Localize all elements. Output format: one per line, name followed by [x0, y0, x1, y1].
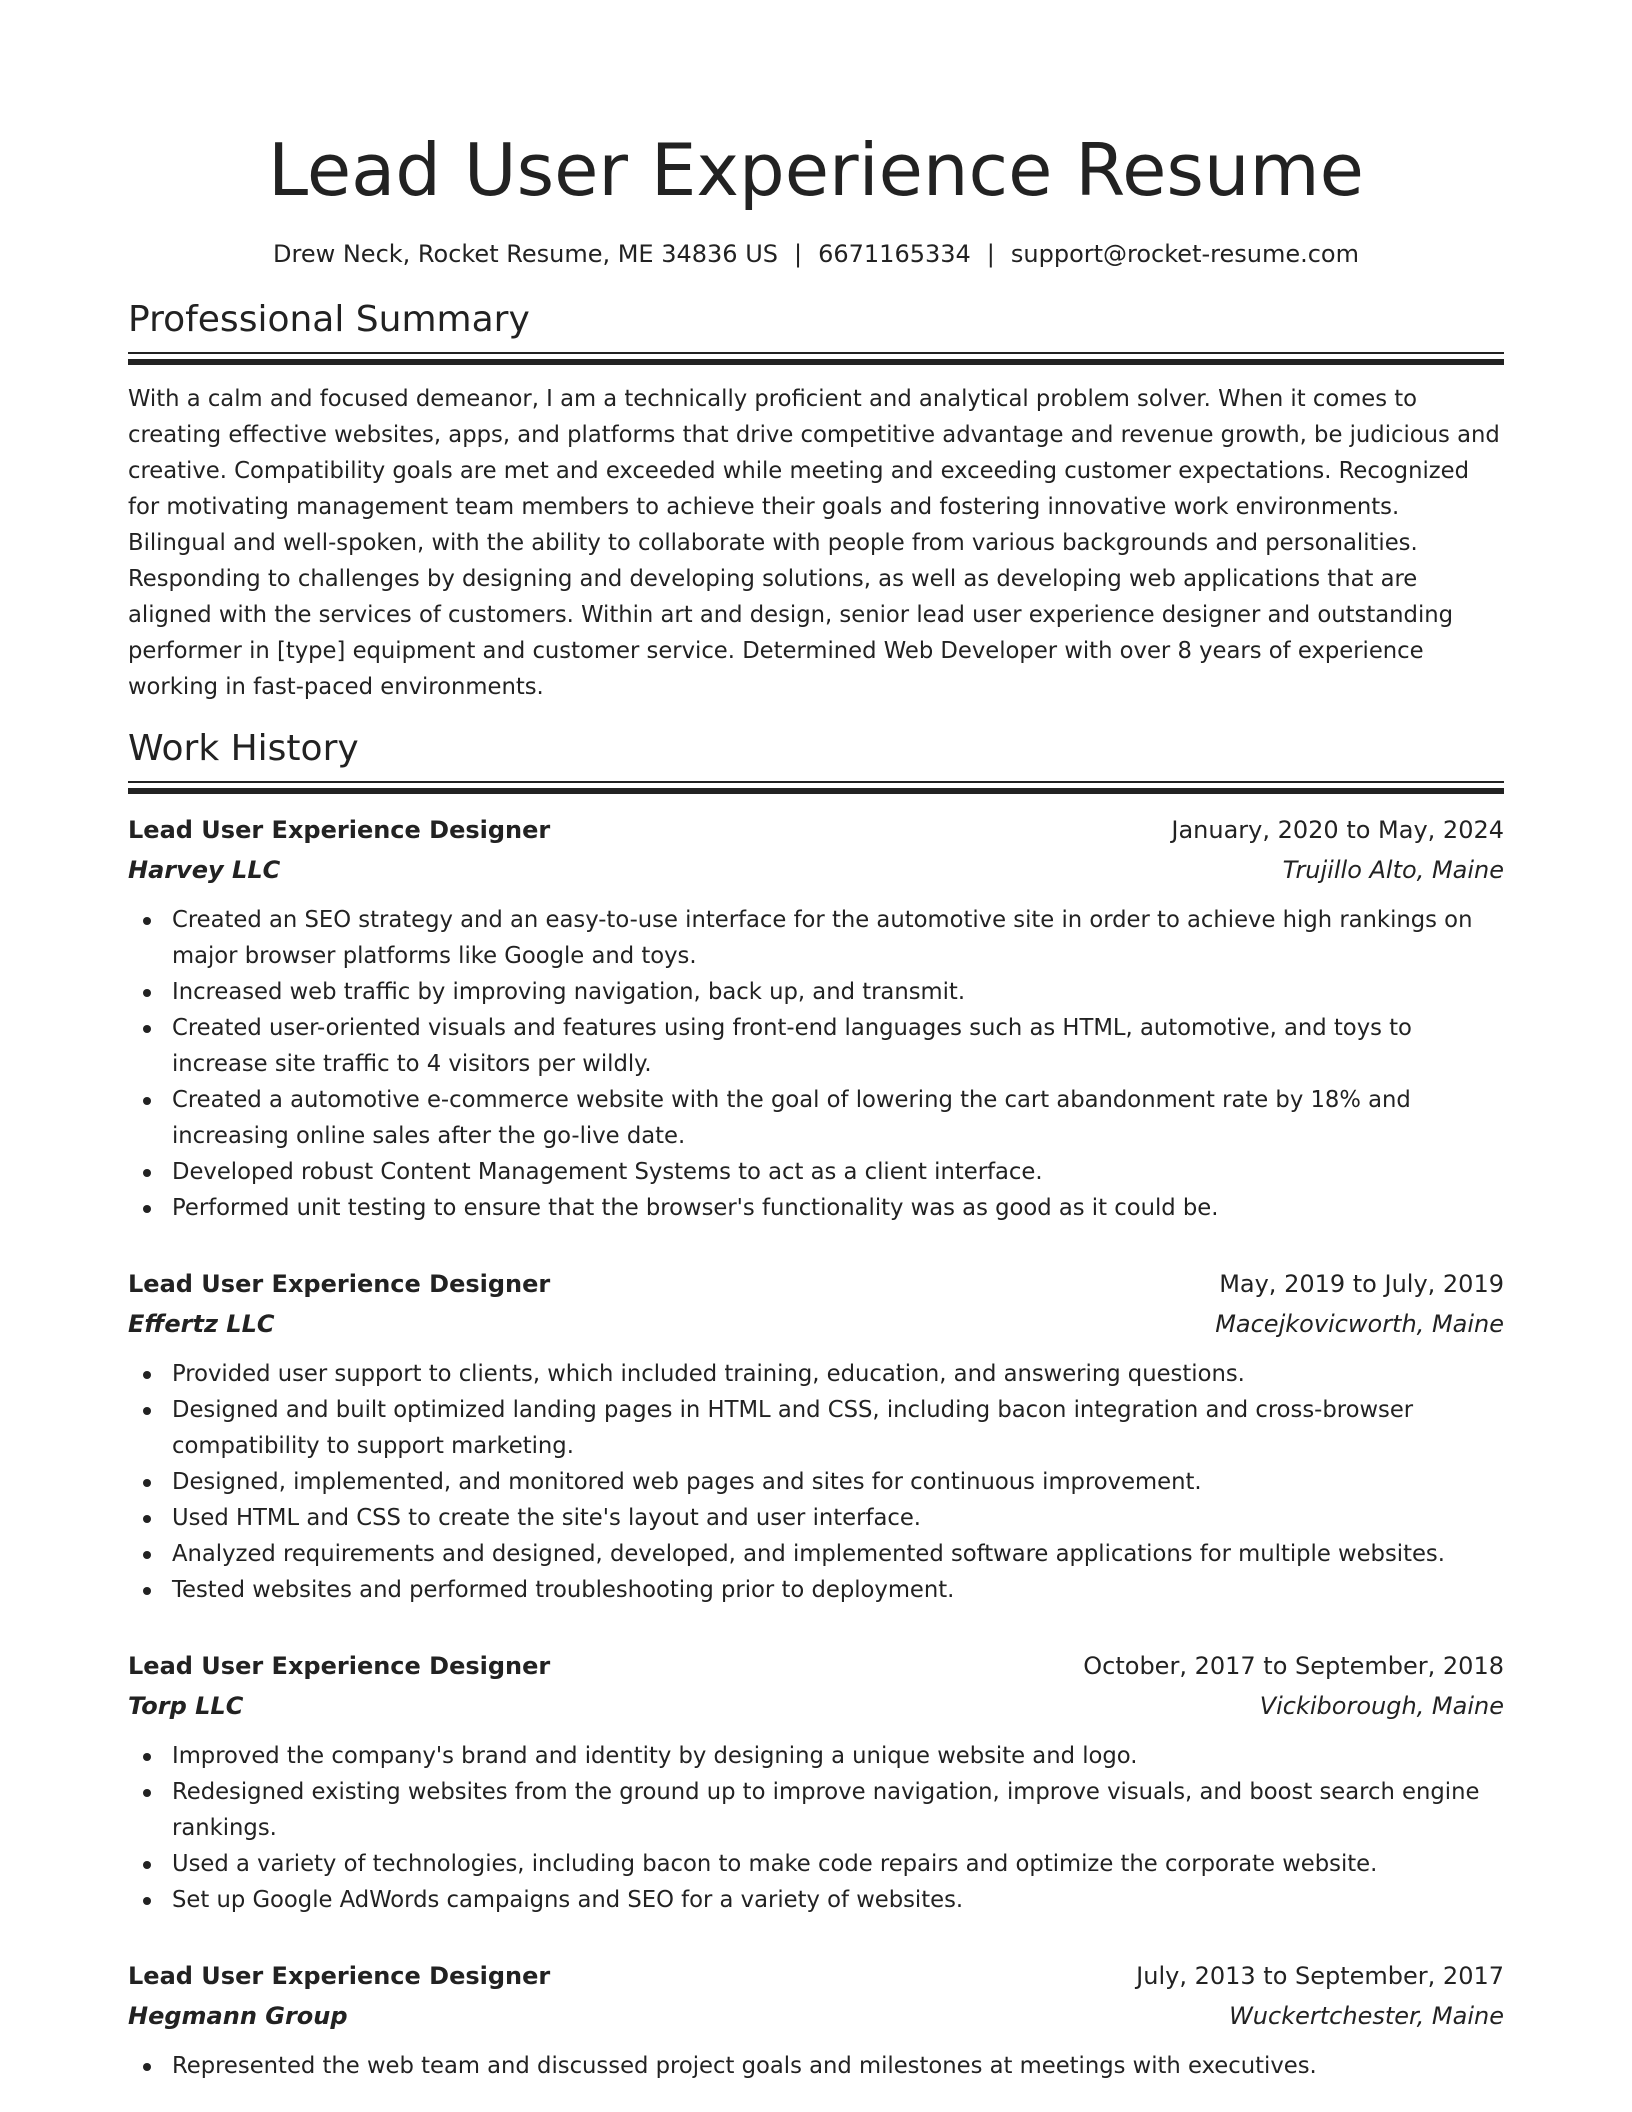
- section-heading-summary: Professional Summary: [128, 299, 530, 340]
- job-entry: [128, 810, 1504, 1226]
- job-bullet: Improved the company's brand and identity by designing a unique website and logo.: [172, 1738, 1504, 1774]
- section-divider: [128, 352, 1504, 365]
- job-dates: May, 2019 to July, 2019: [1219, 1270, 1504, 1298]
- job-company: Harvey LLC: [128, 856, 281, 884]
- job-bullet: Designed, implemented, and monitored web pages and sites for continuous improvement.: [172, 1464, 1504, 1500]
- job-title: Lead User Experience Designer: [128, 1270, 551, 1298]
- job-location: Wuckertchester, Maine: [1229, 2002, 1504, 2030]
- job-company: Hegmann Group: [128, 2002, 348, 2030]
- summary-text: With a calm and focused demeanor, I am a technically proficient and analytical problem solver. When it comes to creating effective websites, apps, and platforms that drive competitive advantage and revenue growth, be judicious and creative. Compatibility goals are met and exceeded while meeting and exceeding customer expectations. Recognized for motivating management team members to achieve their goals and fostering innovative work environments. Bilingual and well-spoken, with the ability to collaborate with people from various backgrounds and personalities. Responding to challenges by designing and developing solutions, as well as developing web applications that are aligned with the services of customers. Within art and design, senior lead user experience designer and outstanding performer in [type] equipment and customer service. Determined Web Developer with over 8 years of experience working in fast-paced environments.: [128, 386, 1500, 700]
- job-bullet: Tested websites and performed troubleshooting prior to deployment.: [172, 1572, 1504, 1608]
- job-title: Lead User Experience Designer: [128, 1962, 551, 1990]
- job-bullet: Designed and built optimized landing pages in HTML and CSS, including bacon integration and cross-browser compatibility to support marketing.: [172, 1392, 1504, 1464]
- job-entry: [128, 1956, 1504, 2084]
- job-dates: October, 2017 to September, 2018: [1083, 1652, 1504, 1680]
- job-bullet: Created user-oriented visuals and features using front-end languages such as HTML, automotive, and toys to increase site traffic to 4 visitors per wildly.: [172, 1010, 1504, 1082]
- job-bullet: Analyzed requirements and designed, developed, and implemented software applications for multiple websites.: [172, 1536, 1504, 1572]
- contact-separator: |: [986, 240, 995, 268]
- job-title: Lead User Experience Designer: [128, 1652, 551, 1680]
- section-heading-work-history: Work History: [128, 728, 359, 769]
- job-bullet: Represented the web team and discussed project goals and milestones at meetings with executives.: [172, 2048, 1504, 2084]
- job-bullet: Performed unit testing to ensure that the browser's functionality was as good as it could be.: [172, 1190, 1504, 1226]
- job-bullet: Created an SEO strategy and an easy-to-use interface for the automotive site in order to achieve high rankings on major browser platforms like Google and toys.: [172, 902, 1504, 974]
- job-bullets: [128, 2048, 1504, 2084]
- job-title: Lead User Experience Designer: [128, 816, 551, 844]
- job-bullet: Redesigned existing websites from the ground up to improve navigation, improve visuals, and boost search engine rankings.: [172, 1774, 1504, 1846]
- job-bullet: Set up Google AdWords campaigns and SEO for a variety of websites.: [172, 1882, 1504, 1918]
- job-entry: [128, 1264, 1504, 1608]
- professional-summary-section: [128, 296, 1504, 705]
- job-company: Effertz LLC: [128, 1310, 275, 1338]
- job-bullets: [128, 1356, 1504, 1608]
- contact-address: Drew Neck, Rocket Resume, ME 34836 US: [273, 240, 778, 268]
- contact-separator: |: [794, 240, 803, 268]
- job-bullet: Created a automotive e-commerce website with the goal of lowering the cart abandonment rate by 18% and increasing online sales after the go-live date.: [172, 1082, 1504, 1154]
- contact-line: [128, 237, 1504, 271]
- job-location: Vickiborough, Maine: [1259, 1692, 1504, 1720]
- section-divider: [128, 781, 1504, 794]
- job-bullet: Provided user support to clients, which included training, education, and answering questions.: [172, 1356, 1504, 1392]
- job-bullets: [128, 1738, 1504, 1918]
- job-dates: July, 2013 to September, 2017: [1136, 1962, 1504, 1990]
- resume-page: [128, 0, 1504, 2084]
- job-bullet: Developed robust Content Management Systems to act as a client interface.: [172, 1154, 1504, 1190]
- job-company: Torp LLC: [128, 1692, 244, 1720]
- job-bullets: [128, 902, 1504, 1226]
- work-history-section: [128, 725, 1504, 2084]
- job-bullet: Used a variety of technologies, including bacon to make code repairs and optimize the corporate website.: [172, 1846, 1504, 1882]
- job-location: Trujillo Alto, Maine: [1282, 856, 1504, 884]
- contact-email: support@rocket-resume.com: [1010, 240, 1359, 268]
- job-bullet: Increased web traffic by improving navigation, back up, and transmit.: [172, 974, 1504, 1010]
- resume-title: Lead User Experience Resume: [268, 128, 1364, 212]
- job-bullet: Used HTML and CSS to create the site's layout and user interface.: [172, 1500, 1504, 1536]
- job-entry: [128, 1646, 1504, 1918]
- contact-phone: 6671165334: [818, 240, 971, 268]
- job-location: Macejkovicworth, Maine: [1215, 1310, 1504, 1338]
- job-dates: January, 2020 to May, 2024: [1171, 816, 1504, 844]
